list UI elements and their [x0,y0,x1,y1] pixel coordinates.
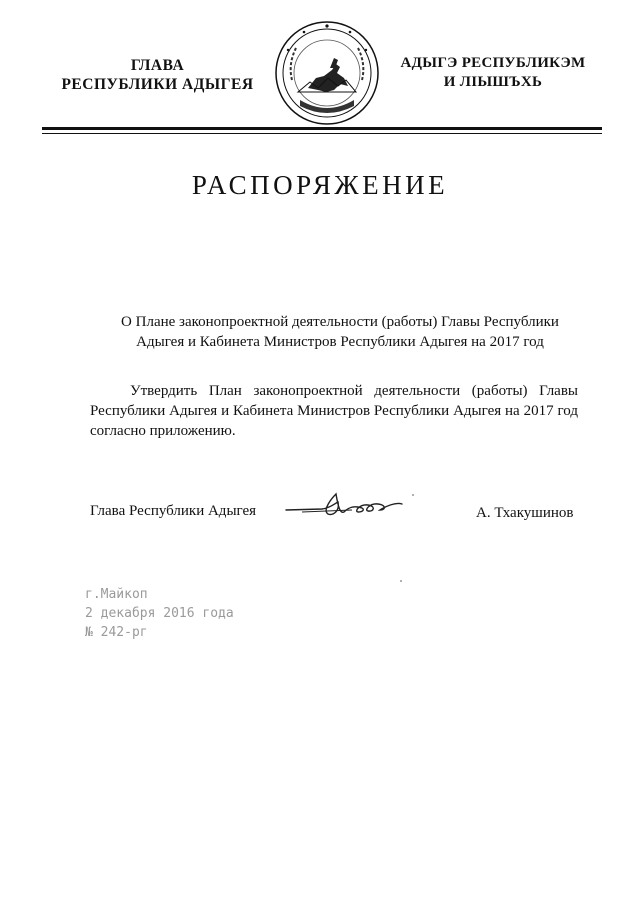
header-right-line1: АДЫГЭ РЕСПУБЛИКЭМ [400,55,586,71]
document-body: Утвердить План законопроектной деятельности (работы) Главы Республики Адыгея и Кабинета Министров Республики Адыгея на 2017 год согласно приложению. [90,383,578,439]
header-rule-thick [42,127,602,130]
header-left-line1: ГЛАВА [130,57,185,74]
subject-line1: О Плане законопроектной деятельности (работы) Главы Республики [121,314,559,330]
header-right-line2: И ЛІЫШЪХЬ [443,74,543,90]
handwritten-signature-icon [282,488,412,524]
scan-speck [412,494,414,496]
document-title: РАСПОРЯЖЕНИЕ [191,170,449,200]
republic-emblem-icon [274,20,380,126]
header-left-title [40,56,275,94]
scan-speck [400,580,402,582]
registration-stamp [85,585,234,642]
document-subject [90,312,590,352]
subject-line2: Адыгея и Кабинета Министров Республики Адыгея на 2017 год [136,334,544,350]
header-left-line2: РЕСПУБЛИКИ АДЫГЕЯ [61,76,254,93]
stamp-date: 2 декабря 2016 года [85,606,234,621]
header-right-title [388,54,598,92]
header-rule-thin [42,133,602,134]
signature-position: Глава Республики Адыгея [90,503,257,519]
stamp-number: № 242-рг [85,625,148,640]
stamp-city: г.Майкоп [85,587,148,602]
signatory-name: А. Тхакушинов [476,505,574,521]
